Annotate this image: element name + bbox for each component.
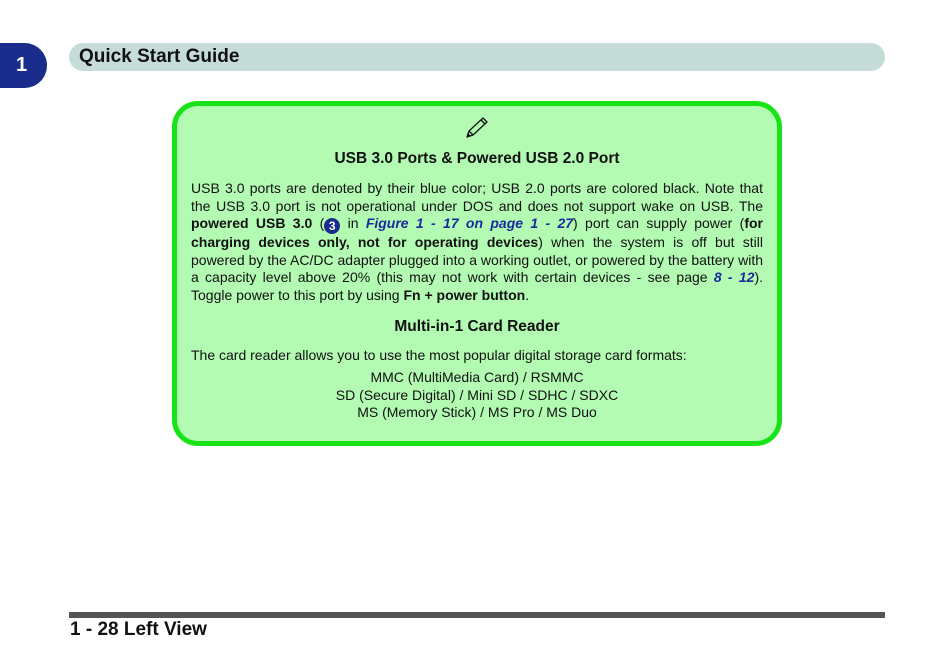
charging-note: for charging devices only, not for operating devices [191,215,763,251]
card-format-item: MS (Memory Stick) / MS Pro / MS Duo [357,404,597,421]
usb-paragraph [191,180,763,305]
usb-text-2: ) port can supply power ( [573,215,745,232]
card-format-item: SD (Secure Digital) / Mini SD / SDHC / SDXC [335,386,619,403]
card-format-list [191,369,763,422]
usb-text-5: . [525,286,530,303]
note-box [172,101,782,446]
page-title: Quick Start Guide [79,46,240,67]
header-bar [69,43,885,71]
chapter-tab [0,43,47,88]
card-format-item: MMC (MultiMedia Card) / RSMMC [370,369,584,386]
fn-power-button-text: Fn + power button [403,286,526,303]
figure-link[interactable]: Figure 1 - 17 on page 1 - 27 [365,215,574,232]
usb-section-title: USB 3.0 Ports & Powered USB 2.0 Port [334,150,620,167]
in-text: in [340,215,366,232]
usb-text-3: ) when the system is off but still powered by the AC/DC adapter plugged into a working outlet, or powered by the battery with a capacity level above 20% (this may not work with certain devices - see page [191,234,763,286]
usb-text-1: USB 3.0 ports are denoted by their blue color; USB 2.0 ports are colored black. Note that the USB 3.0 port is not operational under DOS and does not support wake on USB. The [191,180,763,214]
card-reader-section-title: Multi-in-1 Card Reader [394,317,560,335]
usb-text-4: ). Toggle power to this port by using [191,269,763,303]
pencil-icon-wrap [191,116,763,144]
card-reader-intro: The card reader allows you to use the most popular digital storage card formats: [191,346,687,363]
paren-open: ( [312,215,325,232]
pencil-icon [464,116,490,140]
page-link[interactable]: 8 - 12 [713,269,755,286]
powered-usb-label: powered USB 3.0 [191,215,313,232]
chapter-number: 1 [15,54,28,76]
footer-label: 1 - 28 Left View [70,619,207,640]
footer-bar [69,612,885,618]
callout-badge: 3 [324,218,340,234]
